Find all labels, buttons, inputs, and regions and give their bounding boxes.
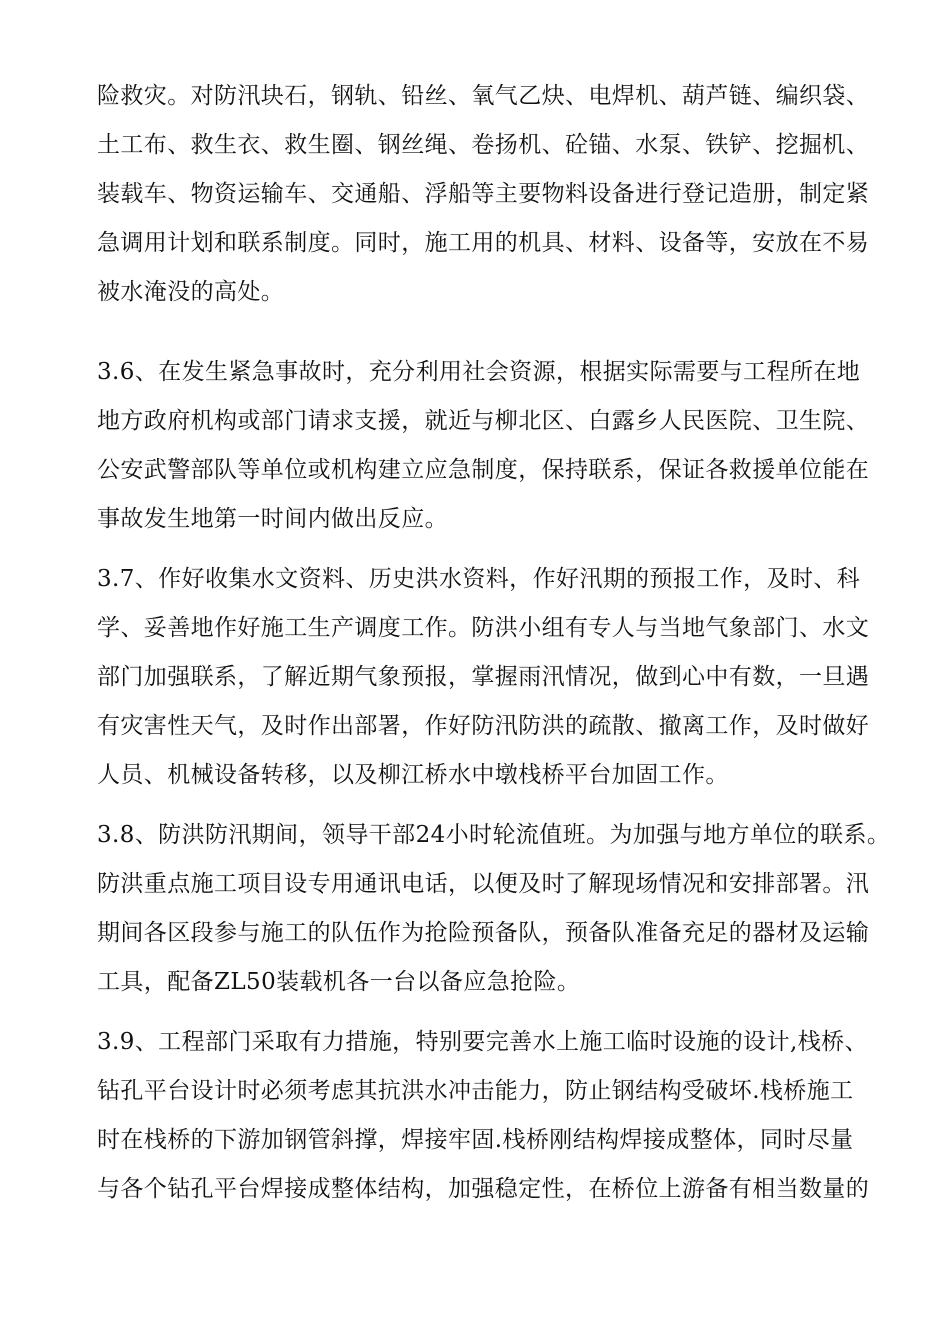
text-line: 部门加强联系，了解近期气象预报，掌握雨汛情况，做到心中有数，一旦遇 bbox=[97, 664, 870, 690]
text-line: 有灾害性天气，及时作出部署，作好防汛防洪的疏散、撤离工作，及时做好 bbox=[97, 713, 870, 739]
text-line: 时在栈桥的下游加钢管斜撑，焊接牢固.栈桥刚结构焊接成整体，同时尽量 bbox=[97, 1127, 854, 1153]
text-line: 公安武警部队等单位或机构建立应急制度，保持联系，保证各救援单位能在 bbox=[97, 457, 870, 483]
text-line: 3.7、作好收集水文资料、历史洪水资料，作好汛期的预报工作，及时、科 bbox=[97, 566, 861, 592]
text-line: 与各个钻孔平台焊接成整体结构，加强稳定性，在桥位上游备有相当数量的 bbox=[97, 1176, 870, 1202]
text-line: 急调用计划和联系制度。同时，施工用的机具、材料、设备等，安放在不易 bbox=[97, 230, 870, 256]
text-line: 防洪重点施工项目设专用通讯电话，以便及时了解现场情况和安排部署。汛 bbox=[97, 871, 870, 897]
text-line: 土工布、救生衣、救生圈、钢丝绳、卷扬机、砼锚、水泵、铁铲、挖掘机、 bbox=[97, 132, 870, 158]
text-line: 装载车、物资运输车、交通船、浮船等主要物料设备进行登记造册，制定紧 bbox=[97, 181, 870, 207]
text-line: 学、妥善地作好施工生产调度工作。防洪小组有专人与当地气象部门、水文 bbox=[97, 615, 870, 641]
text-line: 被水淹没的高处。 bbox=[97, 279, 285, 305]
text-line: 3.8、防洪防汛期间，领导干部24小时轮流值班。为加强与地方单位的联系。 bbox=[97, 822, 891, 848]
text-line: 钻孔平台设计时必须考虑其抗洪水冲击能力，防止钢结构受破坏.栈桥施工 bbox=[97, 1078, 854, 1104]
text-line: 事故发生地第一时间内做出反应。 bbox=[97, 506, 448, 532]
text-line: 地方政府机构或部门请求支援，就近与柳北区、白露乡人民医院、卫生院、 bbox=[97, 408, 870, 434]
text-line: 3.9、工程部门采取有力措施，特别要完善水上施工临时设施的设计,栈桥、 bbox=[97, 1029, 868, 1055]
text-line: 3.6、在发生紧急事故时，充分利用社会资源，根据实际需要与工程所在地 bbox=[97, 359, 861, 385]
text-line: 险救灾。对防汛块石，钢轨、铅丝、氧气乙炔、电焊机、葫芦链、编织袋、 bbox=[97, 83, 870, 109]
text-line: 人员、机械设备转移，以及柳江桥水中墩栈桥平台加固工作。 bbox=[97, 762, 729, 788]
text-line: 工具，配备ZL50装载机各一台以备应急抢险。 bbox=[97, 969, 581, 995]
text-line: 期间各区段参与施工的队伍作为抢险预备队，预备队准备充足的器材及运输 bbox=[97, 920, 870, 946]
